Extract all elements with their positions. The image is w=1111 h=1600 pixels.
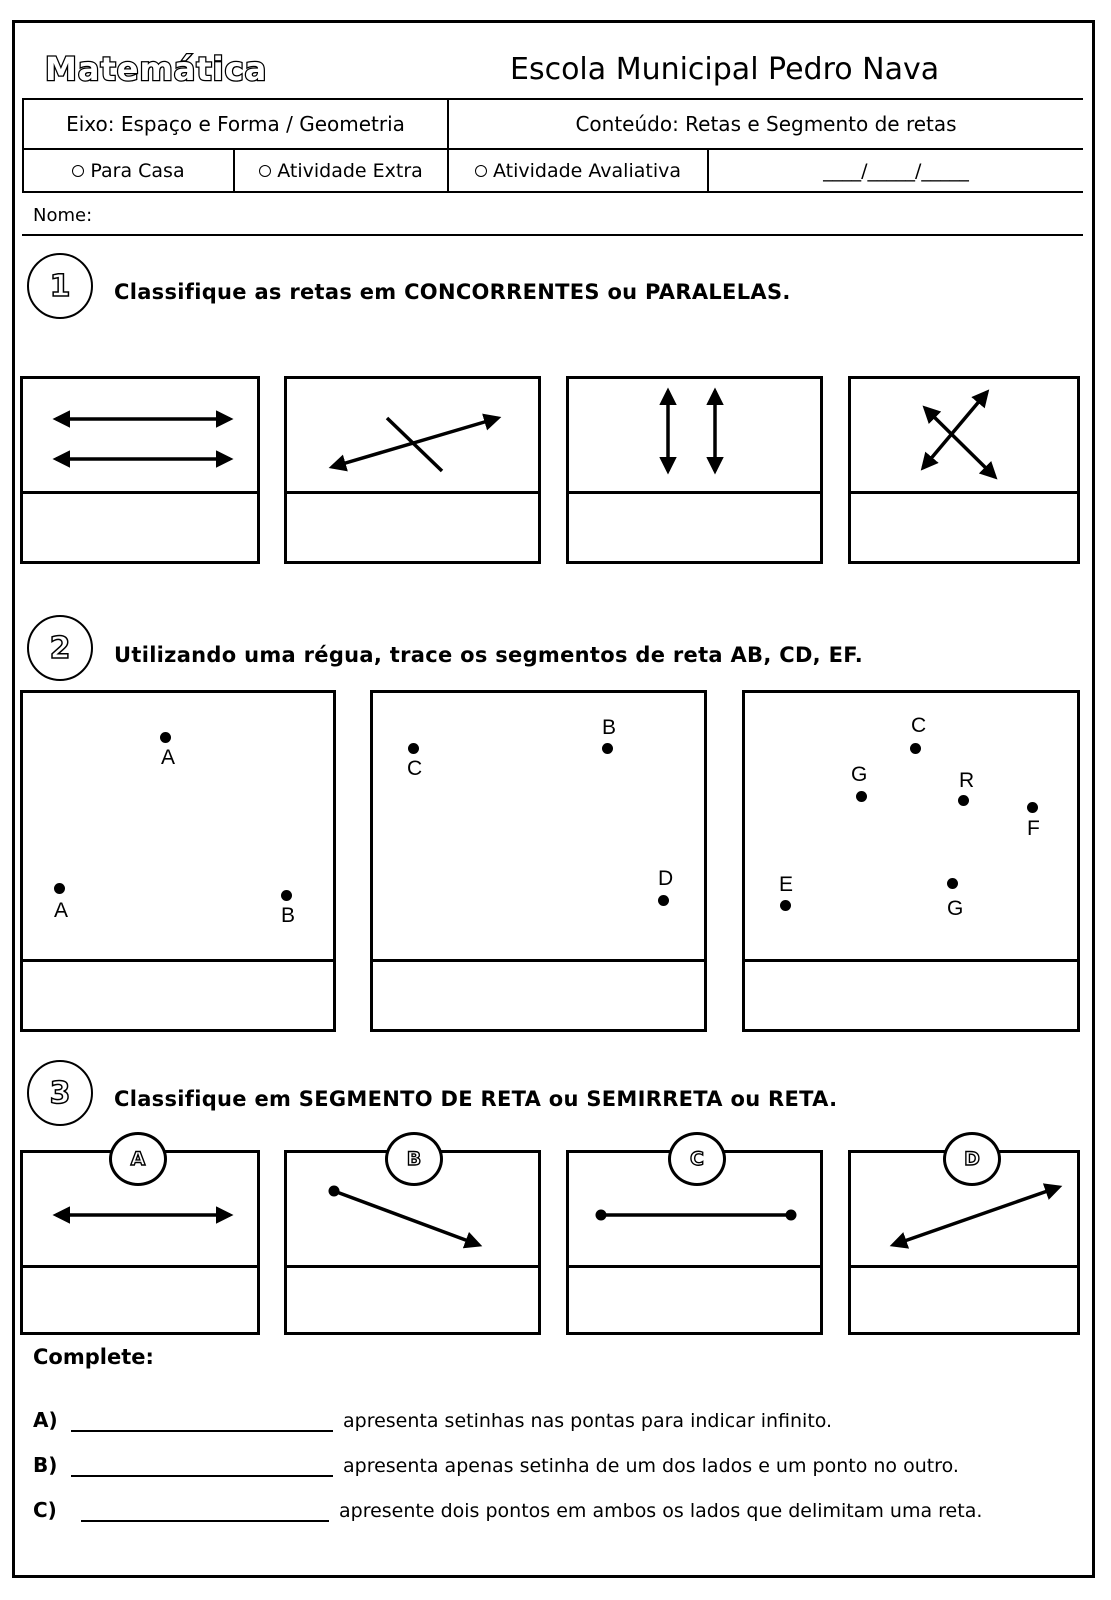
row-text: apresente dois pontos em ambos os lados que delimitam uma reta. [339, 1500, 983, 1522]
complete-row-c [33, 1498, 982, 1522]
radio-circle-icon[interactable] [72, 165, 84, 177]
nome-line[interactable] [22, 234, 1083, 236]
row-letter: C) [33, 1498, 57, 1522]
q1-box-parallel-vertical [566, 376, 823, 564]
atividade-avaliativa-label: Atividade Avaliativa [493, 159, 681, 182]
answer-divider [851, 491, 1077, 494]
answer-divider [23, 959, 333, 962]
question-1-number: 1 [27, 253, 93, 319]
point-f-label: F [1027, 817, 1040, 840]
point-g-label: G [947, 897, 964, 920]
badge-c: C [668, 1132, 726, 1186]
point-c[interactable] [910, 743, 921, 754]
q1-box-x-crossing [848, 376, 1080, 564]
point-b[interactable] [281, 890, 292, 901]
point-c-label: C [911, 714, 927, 737]
badge-d: D [943, 1132, 1001, 1186]
conteudo-cell: Conteúdo: Retas e Segmento de retas [575, 112, 957, 136]
para-casa-label: Para Casa [90, 159, 185, 182]
school-name: Escola Municipal Pedro Nava [510, 52, 940, 87]
point-a-top[interactable] [160, 732, 171, 743]
point-c[interactable] [408, 743, 419, 754]
answer-divider [23, 491, 257, 494]
point-a-top-label: A [161, 746, 176, 769]
point-g[interactable] [947, 878, 958, 889]
question-1-text: Classifique as retas em CONCORRENTES ou PARALELAS. [114, 280, 791, 304]
point-g[interactable] [856, 791, 867, 802]
date-field[interactable]: ____/_____/_____ [823, 159, 969, 182]
row-text: apresenta setinhas nas pontas para indicar infinito. [343, 1410, 833, 1432]
row-letter: B) [33, 1453, 58, 1477]
q2-box-cd[interactable] [370, 690, 707, 1032]
point-d[interactable] [658, 895, 669, 906]
point-d-label: D [658, 867, 674, 890]
parallel-horizontal-lines-icon [23, 379, 257, 494]
x-crossing-lines-icon [851, 379, 1077, 494]
answer-divider [569, 491, 820, 494]
complete-row-a [33, 1408, 832, 1432]
point-b[interactable] [602, 743, 613, 754]
point-a-bottom[interactable] [54, 883, 65, 894]
atividade-extra-label: Atividade Extra [277, 159, 423, 182]
question-2-text: Utilizando uma régua, trace os segmentos de reta AB, CD, EF. [114, 643, 864, 667]
row-text: apresenta apenas setinha de um dos lados e um ponto no outro. [343, 1455, 959, 1477]
point-r[interactable] [958, 795, 969, 806]
radio-circle-icon[interactable] [475, 165, 487, 177]
point-c-label: C [407, 757, 423, 780]
complete-row-b [33, 1453, 959, 1477]
question-3-number: 3 [27, 1060, 93, 1126]
header-table [22, 98, 1083, 193]
complete-title: Complete: [33, 1345, 154, 1369]
question-2-number: 2 [27, 615, 93, 681]
answer-divider [373, 959, 704, 962]
point-g-label: G [851, 763, 868, 786]
answer-divider [569, 1265, 820, 1268]
point-a-bottom-label: A [54, 899, 69, 922]
question-3-text: Classifique em SEGMENTO DE RETA ou SEMIRRETA ou RETA. [114, 1087, 838, 1111]
badge-a: A [109, 1132, 167, 1186]
point-e[interactable] [780, 900, 791, 911]
atividade-extra-option[interactable] [235, 150, 447, 191]
point-f[interactable] [1027, 802, 1038, 813]
para-casa-option[interactable] [24, 150, 233, 191]
answer-divider [851, 1265, 1077, 1268]
radio-circle-icon[interactable] [259, 165, 271, 177]
answer-divider [287, 491, 538, 494]
answer-divider [23, 1265, 257, 1268]
q1-box-parallel-horizontal [20, 376, 260, 564]
nome-label: Nome: [33, 205, 93, 226]
point-r-label: R [959, 769, 975, 792]
answer-divider [745, 959, 1077, 962]
point-e-label: E [779, 873, 794, 896]
row-letter: A) [33, 1408, 58, 1432]
brand-title: Matemática [45, 50, 268, 88]
answer-blank[interactable] [71, 1455, 333, 1477]
crossing-lines-icon [287, 379, 538, 494]
answer-blank[interactable] [81, 1500, 329, 1522]
eixo-cell: Eixo: Espaço e Forma / Geometria [66, 112, 405, 136]
badge-b: B [385, 1132, 443, 1186]
point-b-label: B [602, 716, 617, 739]
q1-box-crossing [284, 376, 541, 564]
q2-box-ab[interactable] [20, 690, 336, 1032]
atividade-avaliativa-option[interactable] [449, 150, 707, 191]
parallel-vertical-lines-icon [569, 379, 820, 494]
point-b-label: B [281, 904, 296, 927]
answer-blank[interactable] [71, 1410, 333, 1432]
answer-divider [287, 1265, 538, 1268]
q2-box-ef[interactable] [742, 690, 1080, 1032]
